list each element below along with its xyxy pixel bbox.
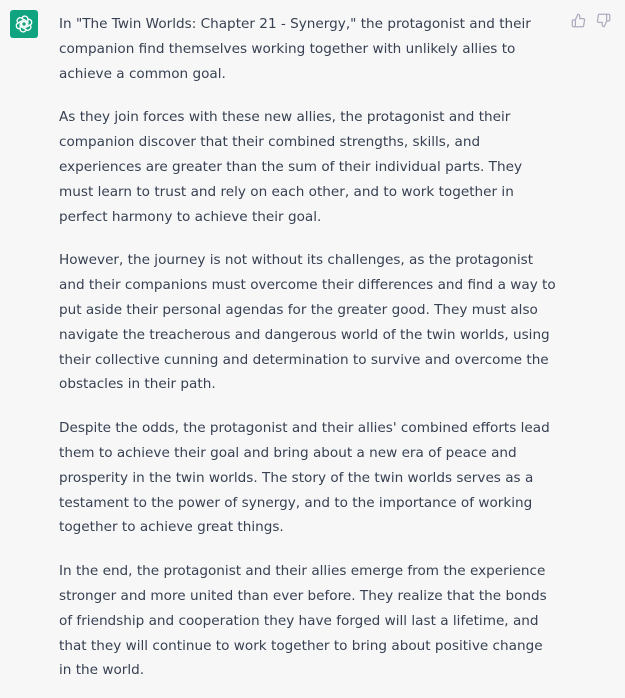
message-paragraph: Despite the odds, the protagonist and their allies' combined efforts lead them to achieve their goal and bring about a new era of peace and prosperity in the twin worlds. The story of the twin worlds serves as a testament to the power of synergy, and to the importance of working together to achieve great things. [59,420,550,536]
assistant-avatar [10,10,38,38]
message-paragraph: In "The Twin Worlds: Chapter 21 - Synergy," the protagonist and their companion find themselves working together with unlikely allies to achieve a common goal. [59,16,531,82]
message-paragraph: In the end, the protagonist and their allies emerge from the experience stronger and more united than ever before. They realize that the bonds of friendship and cooperation they have forged will last a lifetime, and that they will continue to work together to bring about positive change in the world. [59,563,547,679]
thumbs-down-button[interactable] [596,13,611,28]
feedback-controls [571,13,611,28]
thumbs-up-icon [571,13,586,28]
message-paragraph: However, the journey is not without its challenges, as the protagonist and their companions must overcome their differences and find a way to put aside their personal agendas for the greater good. They must also navigate the treacherous and dangerous world of the twin worlds, using their collective cunning and determination to survive and overcome the obstacles in their path. [59,252,556,393]
message-content [59,12,559,683]
thumbs-up-button[interactable] [571,13,586,28]
thumbs-down-icon [596,13,611,28]
message-paragraph: As they join forces with these new allies, the protagonist and their companion discover that their combined strengths, skills, and experiences are greater than the sum of their individual parts. They must learn to trust and rely on each other, and to work together in perfect harmony to achieve their goal. [59,109,523,225]
openai-logo-icon [14,14,34,34]
